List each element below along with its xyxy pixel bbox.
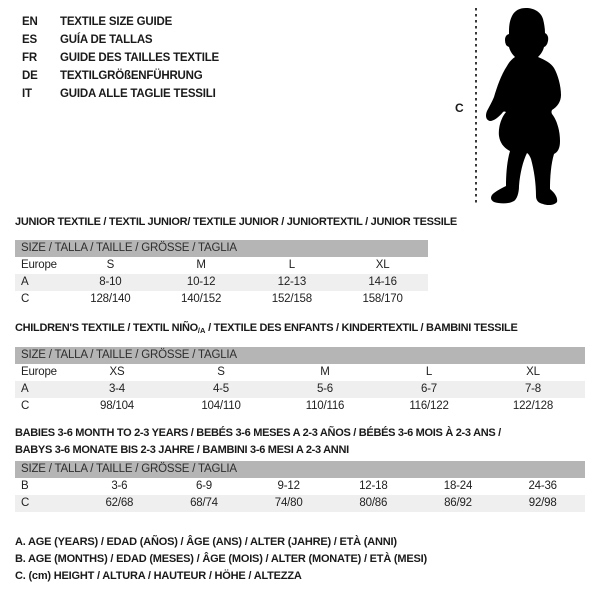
height-cell: 128/140 xyxy=(90,293,131,305)
lang-row-es xyxy=(22,31,219,49)
guide-title-es: GUÍA DE TALLAS xyxy=(60,34,153,46)
children-size-table xyxy=(15,347,585,415)
children-title-post: / TEXTILE DES ENFANTS / KINDERTEXTIL / BAMBINI TESSILE xyxy=(205,322,518,334)
height-cell: 104/110 xyxy=(201,400,241,412)
row-label: C xyxy=(21,497,30,509)
children-title-pre: CHILDREN'S TEXTILE / TEXTIL NIÑO xyxy=(15,322,198,334)
row-label: C xyxy=(21,293,30,305)
height-cell: 140/152 xyxy=(181,293,222,305)
row-label: A xyxy=(21,383,29,395)
note-age-years: A. AGE (YEARS) / EDAD (AÑOS) / ÂGE (ANS) / ALTER (JAHRE) / ETÀ (ANNI) xyxy=(15,536,397,548)
size-cell: XL xyxy=(375,259,390,271)
babies-table-title-line2: BABYS 3-6 MONATE BIS 2-3 JAHRE / BAMBINI 3-6 MESI A 2-3 ANNI xyxy=(15,444,349,456)
children-title-subscript: /A xyxy=(197,326,206,335)
note-height-cm: C. (cm) HEIGHT / ALTURA / HAUTEUR / HÖHE / ALTEZZA xyxy=(15,570,302,582)
age-cell: 8-10 xyxy=(99,276,122,288)
table-row-age-months xyxy=(15,478,585,495)
size-header-bar: SIZE / TALLA / TAILLE / GRÖSSE / TAGLIA xyxy=(15,461,585,478)
height-cell: 110/116 xyxy=(305,400,345,412)
guide-title-it: GUIDA ALLE TAGLIE TESSILI xyxy=(60,88,216,100)
junior-size-table xyxy=(15,240,428,308)
guide-title-de: TEXTILGRÖßENFÜHRUNG xyxy=(60,70,203,82)
lang-row-de xyxy=(22,67,219,85)
size-cell: L xyxy=(425,366,433,378)
height-cell: 158/170 xyxy=(362,293,403,305)
height-cell: 92/98 xyxy=(528,497,557,509)
table-row-height xyxy=(15,495,585,512)
guide-title-en: TEXTILE SIZE GUIDE xyxy=(60,16,173,28)
age-cell: 12-18 xyxy=(359,480,388,492)
height-cell: 98/104 xyxy=(100,400,134,412)
size-cell: XS xyxy=(109,366,125,378)
height-measure-label-c: C xyxy=(455,101,464,115)
age-cell: 10-12 xyxy=(186,276,216,288)
height-cell: 62/68 xyxy=(105,497,134,509)
age-cell: 12-13 xyxy=(277,276,307,288)
size-cell: S xyxy=(106,259,115,271)
lang-row-it xyxy=(22,85,219,103)
age-cell: 6-7 xyxy=(420,383,438,395)
size-header-bar: SIZE / TALLA / TAILLE / GRÖSSE / TAGLIA xyxy=(15,240,428,257)
size-cell: M xyxy=(196,259,206,271)
lang-row-en xyxy=(22,13,219,31)
size-header-bar: SIZE / TALLA / TAILLE / GRÖSSE / TAGLIA xyxy=(15,347,585,364)
table-row-europe xyxy=(15,364,585,381)
lang-code: IT xyxy=(22,88,32,100)
lang-row-fr xyxy=(22,49,219,67)
age-cell: 7-8 xyxy=(524,383,542,395)
row-label: C xyxy=(21,400,30,412)
table-row-height xyxy=(15,398,585,415)
legend-notes xyxy=(15,534,427,585)
row-label: Europe xyxy=(21,366,57,378)
age-cell: 6-9 xyxy=(195,480,212,492)
table-row-age xyxy=(15,274,428,291)
age-cell: 18-24 xyxy=(443,480,473,492)
size-cell: S xyxy=(217,366,225,378)
age-cell: 24-36 xyxy=(528,480,557,492)
table-row-europe xyxy=(15,257,428,274)
age-cell: 3-6 xyxy=(111,480,128,492)
size-cell: L xyxy=(288,259,295,271)
children-table-title xyxy=(15,322,518,335)
size-cell: M xyxy=(320,366,330,378)
row-label: A xyxy=(21,276,29,288)
lang-code: EN xyxy=(22,16,38,28)
age-cell: 14-16 xyxy=(368,276,397,288)
babies-table-title-line1: BABIES 3-6 MONTH TO 2-3 YEARS / BEBÉS 3-6 MESES A 2-3 AÑOS / BÉBÉS 3-6 MOIS À 2-3 ANS / xyxy=(15,427,501,439)
height-cell: 68/74 xyxy=(190,497,218,509)
height-cell: 86/92 xyxy=(444,497,472,509)
language-title-list xyxy=(22,13,219,103)
height-cell: 122/128 xyxy=(512,400,554,412)
lang-code: DE xyxy=(22,70,38,82)
height-cell: 74/80 xyxy=(274,497,303,509)
age-cell: 4-5 xyxy=(212,383,230,395)
note-age-months: B. AGE (MONTHS) / EDAD (MESES) / ÂGE (MOIS) / ALTER (MONATE) / ETÀ (MESI) xyxy=(15,553,427,565)
lang-code: ES xyxy=(22,34,37,46)
guide-title-fr: GUIDE DES TAILLES TEXTILE xyxy=(60,52,219,64)
row-label: B xyxy=(21,480,29,492)
height-cell: 152/158 xyxy=(271,293,312,305)
row-label: Europe xyxy=(21,259,57,271)
age-cell: 9-12 xyxy=(277,480,300,492)
age-cell: 3-4 xyxy=(108,383,126,395)
babies-size-table xyxy=(15,461,585,512)
height-cell: 80/86 xyxy=(359,497,388,509)
baby-silhouette-icon xyxy=(450,0,580,212)
age-cell: 5-6 xyxy=(316,383,334,395)
table-row-height xyxy=(15,291,428,308)
junior-table-title: JUNIOR TEXTILE / TEXTIL JUNIOR/ TEXTILE JUNIOR / JUNIORTEXTIL / JUNIOR TESSILE xyxy=(15,216,457,228)
height-cell: 116/122 xyxy=(409,400,449,412)
size-cell: XL xyxy=(526,366,540,378)
table-row-age xyxy=(15,381,585,398)
lang-code: FR xyxy=(22,52,37,64)
